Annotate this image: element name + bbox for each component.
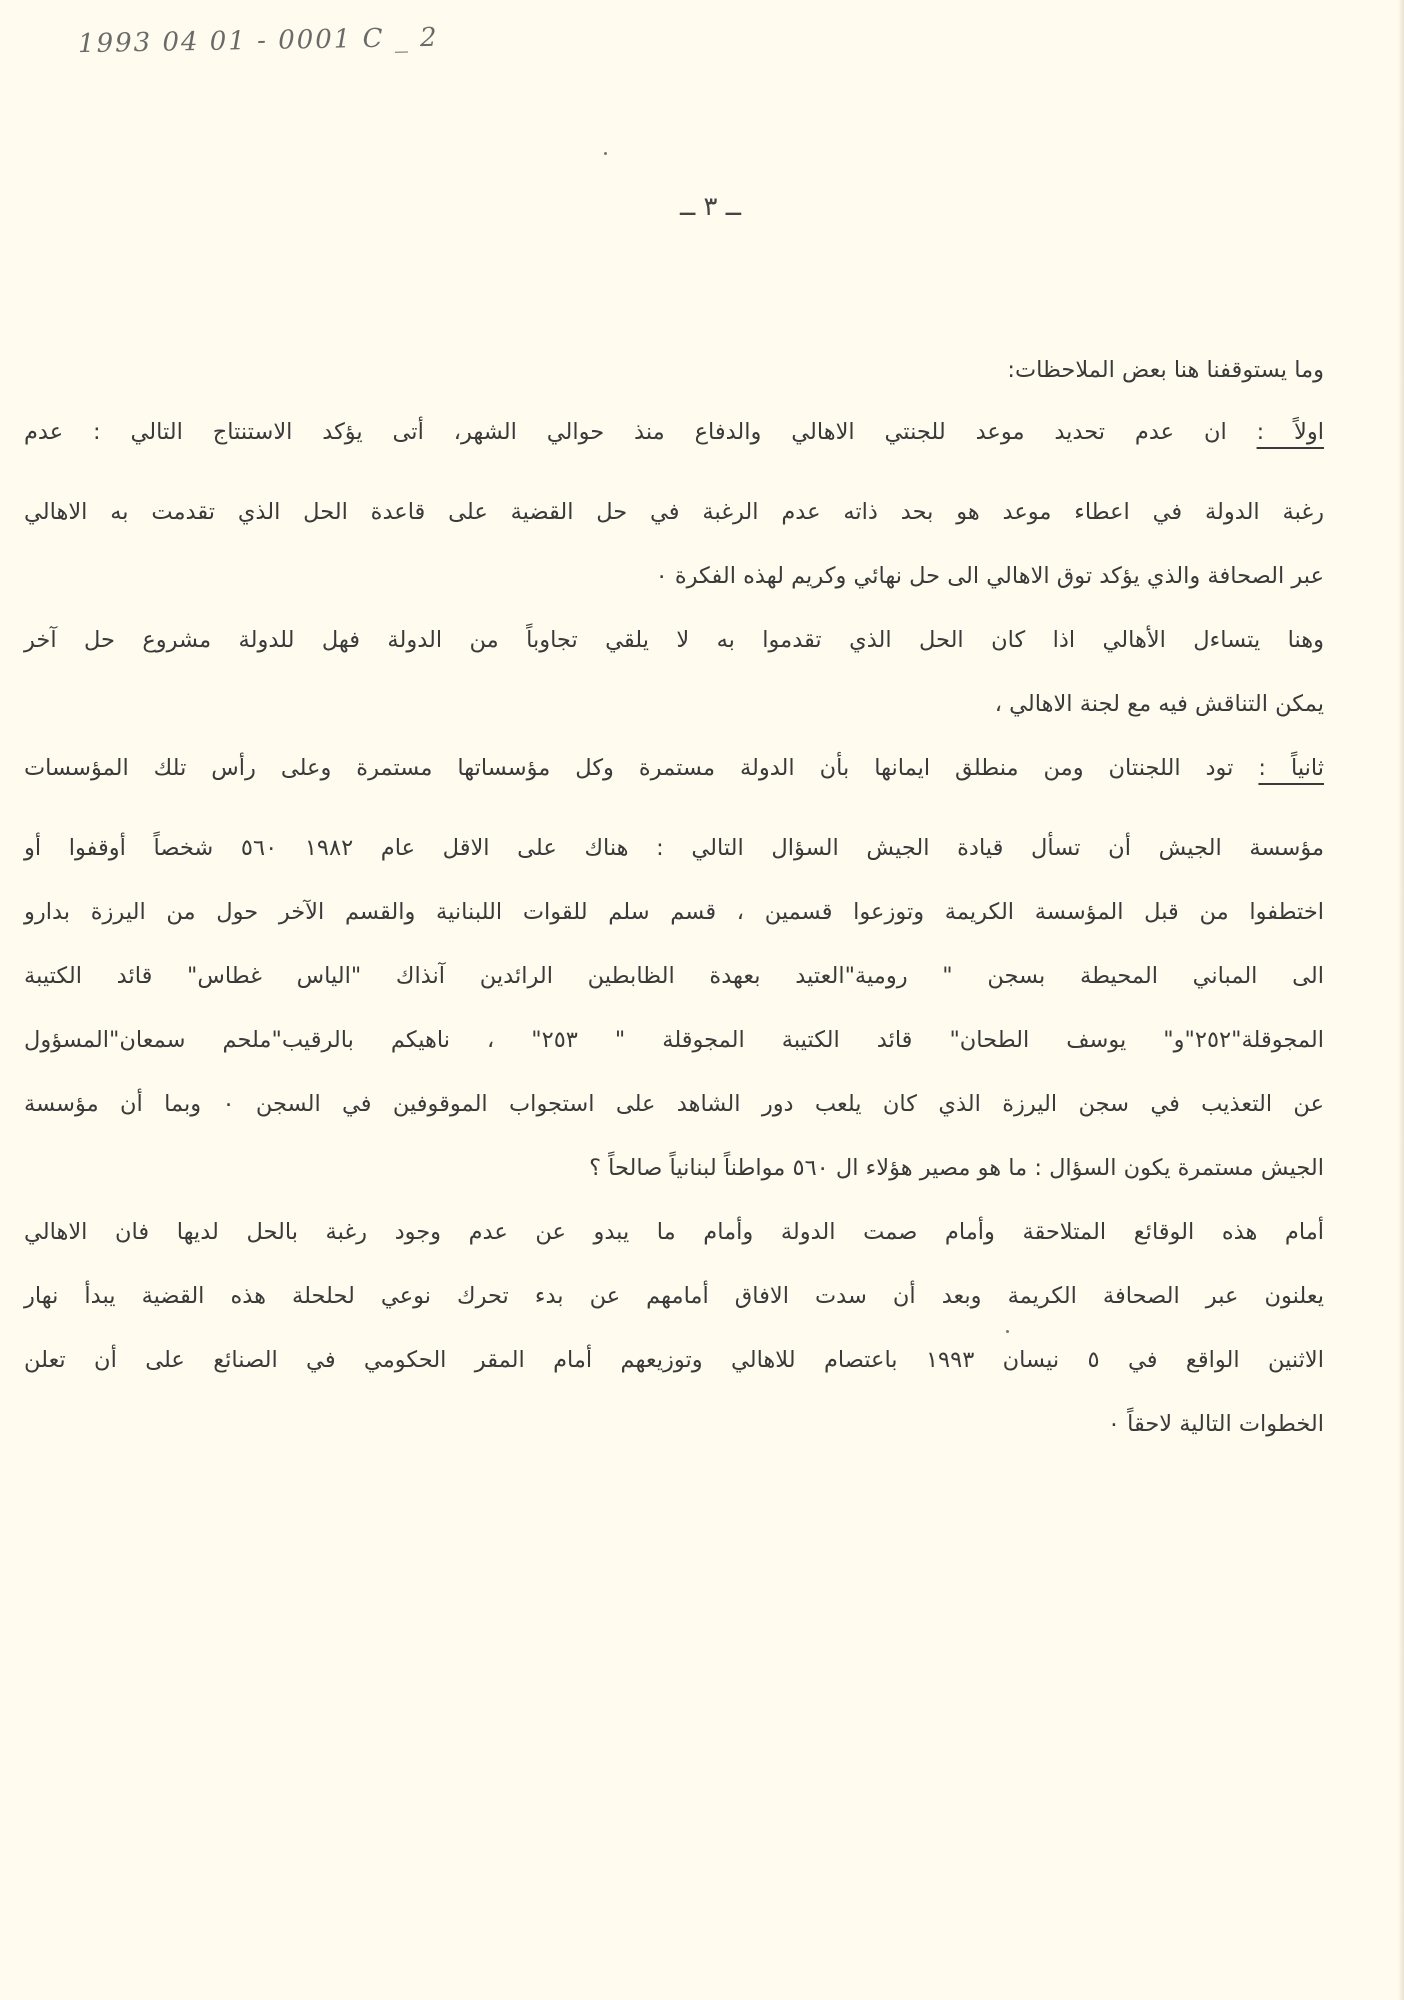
intro-paragraph xyxy=(24,350,1324,390)
text-line: يمكن التناقش فيه مع لجنة الاهالي ، xyxy=(994,691,1324,717)
page-number: ــ ٣ ــ xyxy=(680,192,741,222)
paper-edge xyxy=(1398,0,1404,2000)
paragraph-question xyxy=(24,620,1324,724)
intro-line: وما يستوقفنا هنا بعض الملاحظات: xyxy=(1007,357,1324,383)
text-line: رغبة الدولة في اعطاء موعد هو بحد ذاته عدم الرغبة في حل القضية على قاعدة الحل الذي تقدمت به الاهالي xyxy=(24,499,1324,525)
text-line: المجوقلة"٢٥٢"و" يوسف الطحان" قائد الكتيبة المجوقلة " ٢٥٣" ، ناهيكم بالرقيب"ملحم سمعان"المسؤول xyxy=(24,1027,1325,1053)
ink-speck xyxy=(1006,1330,1009,1333)
paragraph-second-point xyxy=(24,748,1324,1188)
ink-speck xyxy=(604,152,607,155)
archive-code: 1993 04 01 - 0001 C _ 2 xyxy=(77,22,439,60)
paragraph-first-point xyxy=(24,412,1324,596)
text-line: الخطوات التالية لاحقاً ٠ xyxy=(1107,1411,1324,1437)
text-line: عبر الصحافة والذي يؤكد توق الاهالي الى حل نهائي وكريم لهذه الفكرة ٠ xyxy=(655,563,1324,589)
point-label: اولاً : xyxy=(1256,419,1324,445)
text-line: اختطفوا من قبل المؤسسة الكريمة وتوزعوا قسمين ، قسم سلم للقوات اللبنانية والقسم الآخر حول من اليرزة بدارو xyxy=(24,899,1324,925)
text-line: أمام هذه الوقائع المتلاحقة وأمام صمت الدولة وأمام ما يبدو عن عدم وجود رغبة بالحل لديها فان الاهالي xyxy=(24,1219,1324,1245)
text-line xyxy=(24,748,1324,788)
letter-body xyxy=(24,350,1324,1444)
text-line: يعلنون عبر الصحافة الكريمة وبعد أن سدت الافاق أمامهم عن بدء تحرك نوعي لحلحلة هذه القضية يبدأ نهار xyxy=(24,1283,1324,1309)
point-label: ثانياً : xyxy=(1258,755,1324,781)
text-line: الاثنين الواقع في ٥ نيسان ١٩٩٣ باعتصام للاهالي وتوزيعهم أمام المقر الحكومي في الصنائع على أن تعلن xyxy=(24,1347,1324,1373)
line-text: ان عدم تحديد موعد للجنتي الاهالي والدفاع منذ حوالي الشهر، أتى يؤكد الاستنتاج التالي : عدم xyxy=(24,419,1227,445)
text-line: عن التعذيب في سجن اليرزة الذي كان يلعب دور الشاهد على استجواب الموقوفين في السجن ٠ وبما أن مؤسسة xyxy=(24,1091,1324,1117)
text-line xyxy=(24,412,1324,452)
text-line: وهنا يتساءل الأهالي اذا كان الحل الذي تقدموا به لا يلقي تجاوباً من الدولة فهل للدولة مشروع حل آخر xyxy=(24,627,1324,653)
paragraph-announcement xyxy=(24,1212,1324,1444)
text-line: الجيش مستمرة يكون السؤال : ما هو مصير هؤلاء ال ٥٦٠ مواطناً لبنانياً صالحاً ؟ xyxy=(589,1155,1324,1181)
text-line: الى المباني المحيطة بسجن " رومية"العتيد بعهدة الظابطين الرائدين آنذاك "الياس غطاس" قائد الكتيبة xyxy=(24,963,1324,989)
line-text: تود اللجنتان ومن منطلق ايمانها بأن الدولة مستمرة وكل مؤسساتها مستمرة وعلى رأس تلك المؤسسات xyxy=(24,755,1234,781)
text-line: مؤسسة الجيش أن تسأل قيادة الجيش السؤال التالي : هناك على الاقل عام ١٩٨٢ ٥٦٠ شخصاً أوقفوا أو xyxy=(24,835,1324,861)
